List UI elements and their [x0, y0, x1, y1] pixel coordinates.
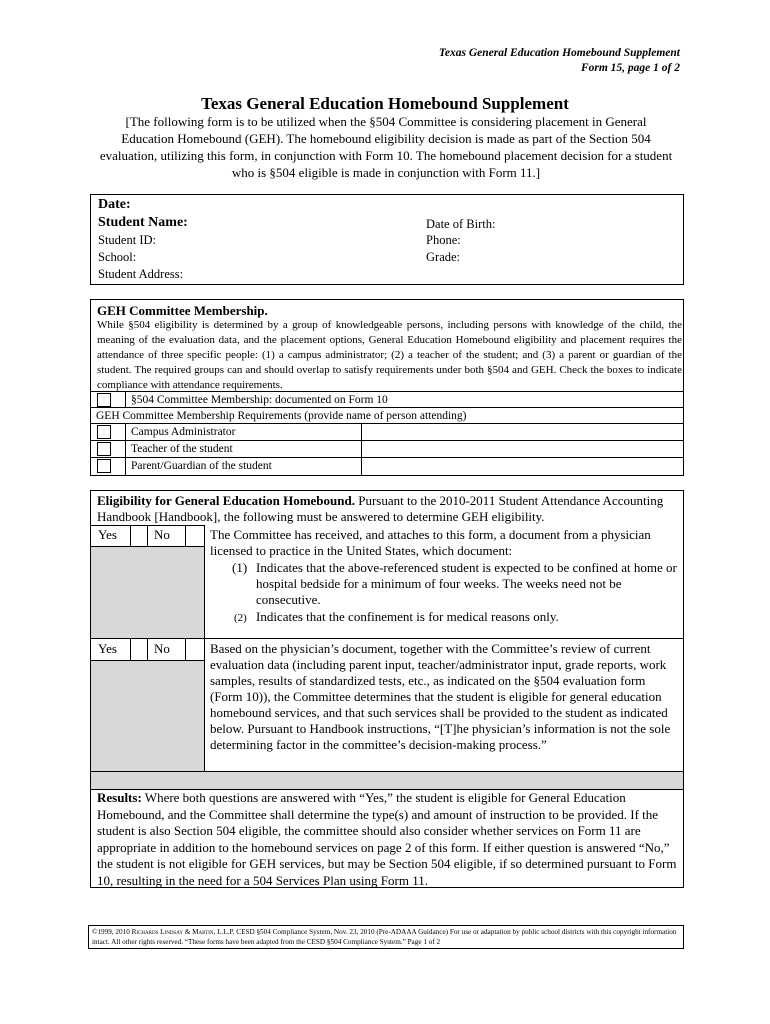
q1-no-checkbox[interactable]: [186, 526, 203, 545]
q1-item1-number: (1): [232, 560, 248, 575]
q1-yes-checkbox[interactable]: [131, 526, 146, 545]
committee-heading: GEH Committee Membership.: [97, 303, 268, 318]
eligibility-heading: Eligibility for General Education Homebound.: [97, 493, 355, 508]
q2-no-checkbox[interactable]: [186, 639, 203, 659]
q2-text: Based on the physician’s document, together with the Committee’s review of current evaluation data (including parent input, teacher/administrator input, grade reports, work samples, results of standardized tests, etc., as indicated on the §504 evaluation form (Form 10)), the Committee determines that the student is eligible for general education homebound services, and that such services shall be provided to the student as indicated below. Pursuant to Handbook instructions, “[T]he physician’s information is not the sole determining factor in the committee’s decision-making process.”: [210, 641, 671, 752]
date-field[interactable]: Date:: [98, 197, 131, 212]
grade-field[interactable]: Grade:: [426, 250, 461, 264]
campus-admin-checkbox[interactable]: [97, 425, 111, 439]
teacher-checkbox[interactable]: [97, 442, 111, 456]
form10-membership-checkbox[interactable]: [97, 393, 111, 407]
committee-text: While §504 eligibility is determined by a group of knowledgeable persons, including persons with knowledge of the child, the meaning of the evaluation data, and the placement options, General Education Homebound eligibility and placement requires the attendance of three specific people: (1) a campus administrator; (2) a teacher of the student; and (3) a parent or guardian of the student. The required groups can and should overlap to satisfy requirements under both §504 and GEH. Check the boxes to indicate compliance with attendance requirements.: [97, 319, 682, 391]
q1-item2-text: Indicates that the confinement is for medical reasons only.: [256, 609, 559, 624]
q1-item2-number: (2): [234, 612, 247, 624]
student-address-field[interactable]: Student Address:: [98, 267, 184, 281]
footer-firm: Richards Lindsay & Martin: [131, 928, 214, 936]
footer-rest: , L.L.P. CESD §504 Compliance System, Nov. 23, 2010 (Pre-ADAAA Guidance) For use or adaptation by public school districts with this copyright information intact. All other rights reserved. “These forms have been adapted from the CESD §504 Compliance System.” Page 1 of 2: [92, 928, 677, 946]
q1-no-label: No: [154, 527, 170, 542]
q1-text: The Committee has received, and attaches to this form, a document from a physician licensed to practice in the United States, which document:: [210, 527, 651, 558]
form10-membership-row: §504 Committee Membership: documented on Form 10: [131, 394, 388, 406]
q2-yes-label: Yes: [98, 641, 117, 656]
form-header: [439, 46, 680, 76]
results-label: Results:: [97, 790, 142, 805]
member-parent: Parent/Guardian of the student: [131, 460, 272, 472]
results-text: Where both questions are answered with “Yes,” the student is eligible for General Education Homebound, and the Committee shall determine the type(s) and amount of instruction to be provided. If the student is also Section 504 eligible, the committee should also consider whether services on Form 11 are appropriate in addition to the homebound services on page 2 of this form. If either question is answered “No,” the student is not eligible for GEH services, but may be Section 504 eligible, if so determined pursuant to Form 10, resulting in the need for a 504 Services Plan using Form 11.: [97, 790, 677, 888]
q2-yes-checkbox[interactable]: [131, 639, 146, 659]
parent-checkbox[interactable]: [97, 459, 111, 473]
date-of-birth-field[interactable]: Date of Birth:: [426, 217, 496, 231]
q2-no-label: No: [154, 641, 170, 656]
member-teacher: Teacher of the student: [131, 443, 233, 455]
intro-text: [The following form is to be utilized when the §504 Committee is considering placement in General Education Homebound (GEH). The homebound eligibility decision is made as part of the Section 504 evaluation, utilizing this form, in conjunction with Form 10. The homebound placement decision for a student who is §504 eligible is made in conjunction with Form 11.]: [99, 114, 673, 180]
teacher-name-input[interactable]: [362, 442, 682, 457]
copyright-footer: [88, 925, 684, 949]
member-campus-admin: Campus Administrator: [131, 426, 236, 438]
q1-item1-text: Indicates that the above-referenced student is expected to be confined at home or hospital bedside for a minimum of four weeks. The weeks need not be consecutive.: [256, 560, 677, 607]
student-name-field[interactable]: Student Name:: [98, 215, 188, 230]
requirements-heading: GEH Committee Membership Requirements (provide name of person attending): [96, 410, 467, 422]
campus-admin-name-input[interactable]: [362, 425, 682, 440]
eligibility-heading-rest: Pursuant to the 2010-2011 Student Attendance Accounting Handbook [Handbook], the following must be answered to determine GEH eligibility.: [97, 493, 664, 524]
phone-field[interactable]: Phone:: [426, 233, 461, 247]
student-id-field[interactable]: Student ID:: [98, 233, 156, 247]
q1-yes-label: Yes: [98, 527, 117, 542]
page-title: Texas General Education Homebound Supplement: [201, 94, 569, 113]
eligibility-intro: [97, 493, 682, 525]
header-title: Texas General Education Homebound Supplement: [438, 47, 680, 59]
parent-name-input[interactable]: [362, 459, 682, 474]
school-field[interactable]: School:: [98, 250, 137, 264]
header-page: Form 15, page 1 of 2: [580, 62, 680, 74]
results-section: [97, 790, 681, 889]
footer-copyright: ©1999, 2010: [92, 928, 132, 936]
